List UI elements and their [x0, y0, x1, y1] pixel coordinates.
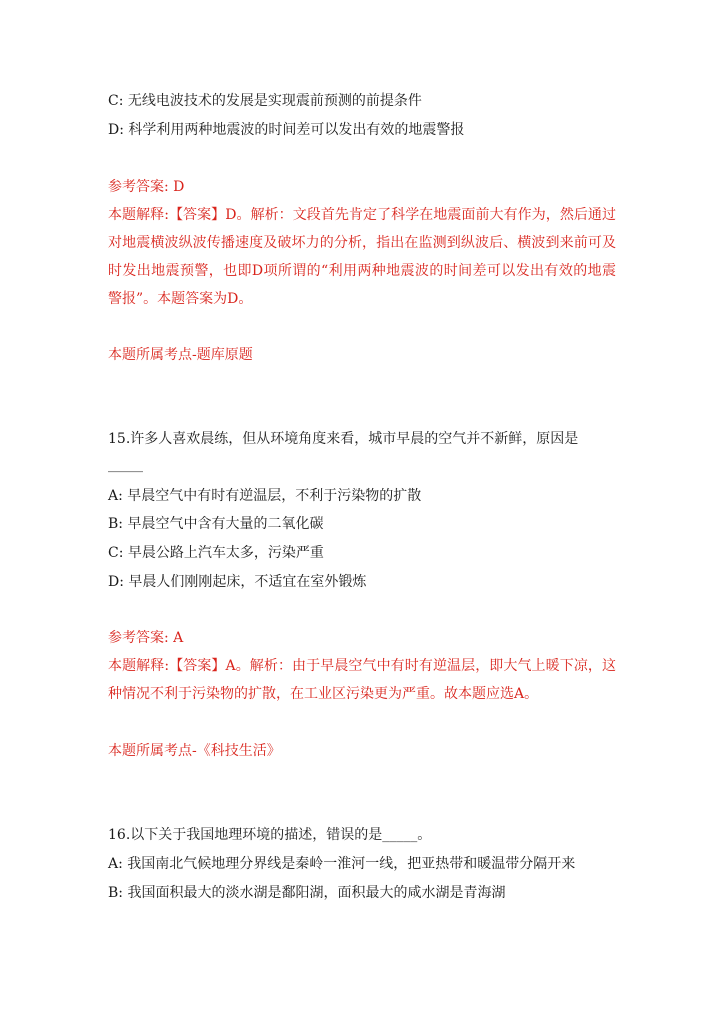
q15-option-d: D: 早晨人们刚刚起床，不适宜在室外锻炼	[108, 574, 367, 590]
q16-option-a: A: 我国南北气候地理分界线是秦岭一淮河一线，把亚热带和暖温带分隔开来	[108, 856, 576, 872]
q15-option-a: A: 早晨空气中有时有逆温层，不利于污染物的扩散	[108, 488, 422, 504]
q15-topic: 本题所属考点-《科技生活》	[108, 743, 281, 759]
q16-option-b: B: 我国面积最大的淡水湖是鄱阳湖，面积最大的咸水湖是青海湖	[108, 885, 506, 901]
q14-option-c: C: 无线电波技术的发展是实现震前预测的前提条件	[108, 93, 422, 109]
q15-answer: 参考答案: A	[108, 630, 184, 646]
q15-explanation: 本题解释:【答案】A。解析：由于早晨空气中有时有逆温层，即大气上暖下凉，这种情况不利于污染物的扩散，在工业区污染更为严重。故本题应选A。	[108, 658, 616, 702]
q14-topic: 本题所属考点-题库原题	[108, 347, 253, 363]
q15-option-b: B: 早晨空气中含有大量的二氧化碳	[108, 516, 324, 532]
q14-explanation: 本题解释:【答案】D。解析：文段首先肯定了科学在地震面前大有作为，然后通过对地震横波纵波传播速度及破坏力的分析，指出在监测到纵波后、横波到来前可及时发出地震预警，也即D项所谓的“利用两种地震波的时间差可以发出有效的地震警报”。本题答案为D。	[108, 207, 616, 307]
q15-question: 15.许多人喜欢晨练，但从环境角度来看，城市早晨的空气并不新鲜，原因是	[108, 431, 579, 447]
q14-answer: 参考答案: D	[108, 179, 185, 195]
q15-option-c: C: 早晨公路上汽车太多，污染严重	[108, 545, 324, 561]
q16-question: 16.以下关于我国地理环境的描述，错误的是_____。	[108, 827, 432, 843]
q14-option-d: D: 科学利用两种地震波的时间差可以发出有效的地震警报	[108, 122, 465, 138]
q15-blank: _____	[108, 457, 143, 473]
